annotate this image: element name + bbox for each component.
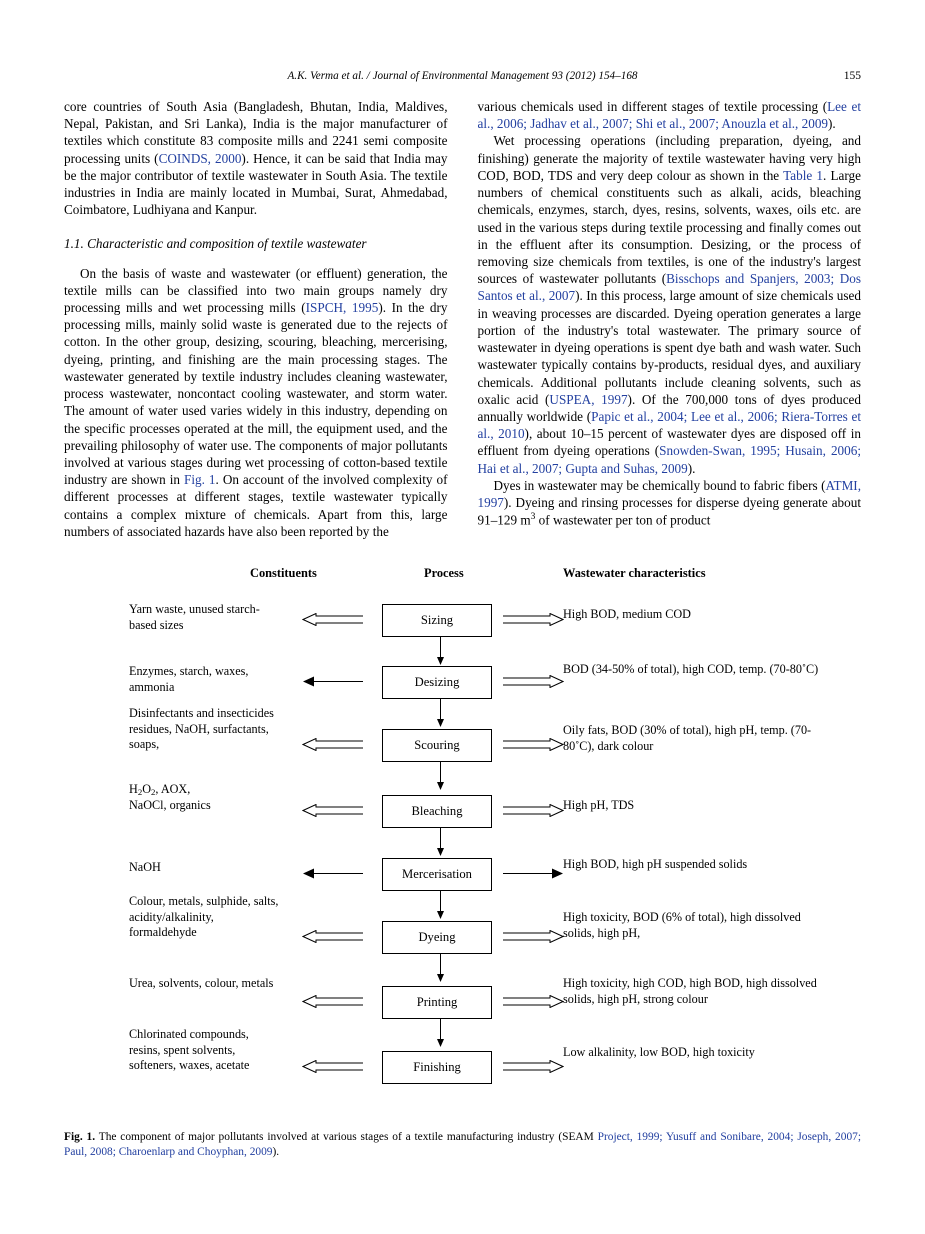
figure-1 [64,566,861,1126]
arrow-right [502,930,560,941]
page-number: 155 [843,70,861,82]
process-box-dyeing [382,921,492,954]
text-run: ). Dyeing and rinsing processes for disperse dyeing generate about 91–129 m [477,495,861,528]
figure-caption [64,1130,861,1160]
text-run: ). In this process, large amount of size chemicals used in weaving processes are discarded. Dyeing operation generates a large portion of the industry's total wastewater. The primary source of wastewater in dyeing operations is spent dye bath and wash water. Such wastewater typically contains by-products, residual dyes, and auxiliary chemicals. Additional pollutants include cleaning solvents, such as oxalic acid ( [477,288,861,407]
connector-arrow [436,954,445,983]
process-box-bleaching [382,795,492,828]
text-run: core countries of South Asia (Bangladesh, Bhutan, India, Maldives, Nepal, Pakistan, and Sri Lanka), India is the major manufacturer of textiles which constitute 83 composite mills and 2241 semi composite processing units ( [64,99,448,166]
arrow-left [302,804,360,815]
constituents-label: Disinfectants and insecticides residues, NaOH, surfactants, soaps, [129,706,274,752]
text-run: ). Hence, it can be said that India may be the major contributor of textile wastewater in South Asia. The textile industries in India are mainly located in Mumbai, Surat, Ahmedabad, Coimbatore, Ludhiyana and Kanpur. [64,150,448,218]
text-run: various chemicals used in different stages of textile processing ( [477,99,828,114]
process-label: Sizing [420,613,454,627]
connector-arrow [436,891,445,920]
arrow-right [502,738,560,749]
right-para-1 [478,98,862,132]
citation-link[interactable]: COINDS, 2000 [158,150,242,166]
constituents-label: Enzymes, starch, waxes, ammonia [129,664,249,694]
constituents-label: Yarn waste, unused starch-based sizes [129,602,260,632]
text-run: On the basis of waste and wastewater (or effluent) generation, the textile mills can be classified into two main groups namely dry processing mills and wet processing mills ( [64,265,448,315]
arrow-right [502,995,560,1006]
table-link[interactable]: Table 1 [783,167,823,183]
arrow-left [302,995,360,1006]
wastewater-label: High toxicity, BOD (6% of total), high dissolved solids, high pH, [563,910,801,940]
left-para-2 [64,265,448,541]
wastewater-label: High toxicity, high COD, high BOD, high dissolved solids, high pH, strong colour [563,976,817,1006]
connector-arrow [436,828,445,857]
process-label: Printing [416,995,458,1009]
right-para-3 [478,477,862,529]
constituents-label: Chlorinated compounds, resins, spent solvents, softeners, waxes, acetate [129,1027,250,1073]
process-label: Mercerisation [402,867,472,881]
process-box-sizing [382,604,492,637]
process-label: Desizing [414,675,460,689]
text-run: Wet processing operations (including preparation, dyeing, and finishing) generate the majority of textile wastewater having very high COD, BOD, TDS and very deep colour as shown in the [477,133,861,183]
arrow-left [302,867,360,878]
wastewater-label: Low alkalinity, low BOD, high toxicity [563,1045,755,1059]
arrow-left [302,675,360,686]
caption-text-end: ). [272,1145,280,1158]
text-run: ). In the dry processing mills, mainly solid waste is generated due to the rejects of cotton. In the other group, desizing, scouring, bleaching, mercerising, dyeing, printing, and finishing are the main processing stages. The wastewater generated by textile industry includes cleaning wastewater, process wastewater, noncontact cooling wastewater, and storm water. The amount of water used varies widely in this industry, depending on the specific processes operated at the mill, the equipment used, and the prevailing philosophy of water use. The components of major pollutants involved at various stages during wet processing of cotton-based textile industry are shown in [64,299,448,488]
citation-link[interactable]: USPEA, 1997 [549,391,628,407]
text-run: ). [828,116,836,132]
right-para-2 [478,132,862,476]
wastewater-label: High BOD, high pH suspended solids [563,857,748,871]
caption-text: The component of major pollutants involved at various stages of a textile manufacturing industry (SEAM [95,1131,598,1143]
text-run: ). [687,460,696,476]
constituents-label: NaOH [129,860,161,874]
process-box-printing [382,986,492,1019]
figure-link[interactable]: Fig. 1 [184,472,216,488]
arrow-left [302,738,360,749]
process-label: Scouring [414,738,460,752]
arrow-right [502,675,560,686]
citation-link[interactable]: Snowden-Swan, 1995; Husain, 2006; Hai et al., 2007; Gupta and Suhas, 2009 [477,443,861,476]
citation-link[interactable]: Lee et al., 2006; Jadhav et al., 2007; Shi et al., 2007; Anouzla et al., 2009 [477,99,861,132]
arrow-right [502,1060,560,1071]
text-run: of wastewater per ton of product [535,512,711,528]
constituents-label: $H_2O_2$, AOX, NaOCl, organics [129,782,211,813]
running-head [64,70,861,82]
citation-link[interactable]: ISPCH, 1995 [305,299,379,315]
process-box-finishing [382,1051,492,1084]
superscript: 3 [530,512,536,523]
arrow-left [302,930,360,941]
left-para-1 [64,98,448,219]
citation-link[interactable]: Papic et al., 2004; Lee et al., 2006; Riera-Torres et al., 2010 [477,408,862,442]
arrow-right [502,804,560,815]
citation-link[interactable]: ATMI, 1997 [477,477,861,511]
wastewater-label: BOD (34-50% of total), high COD, temp. (70-80˚C) [563,662,819,676]
figure-column-headers [64,566,861,584]
process-box-mercerisation [382,858,492,891]
process-box-desizing [382,666,492,699]
connector-arrow [436,762,445,791]
wastewater-label: Oily fats, BOD (30% of total), high pH, temp. (70-80˚C), dark colour [563,723,812,753]
arrow-left [302,613,360,624]
constituents-label: Colour, metals, sulphide, salts, acidity/alkalinity, formaldehyde [129,894,279,940]
wastewater-label: High BOD, medium COD [563,607,691,621]
citation-link[interactable]: Bisschops and Spanjers, 2003; Dos Santos et al., 2007 [477,271,861,304]
process-label: Finishing [413,1060,461,1074]
connector-arrow [436,1019,445,1048]
arrow-right [502,867,560,878]
text-run: ), about 10–15 percent of wastewater dyes are disposed off in effluent from dyeing operations ( [477,426,861,459]
flow-diagram [64,588,861,1126]
connector-arrow [436,637,445,666]
arrow-right [502,613,560,624]
right-column [478,98,862,540]
process-label: Bleaching [411,804,463,818]
text-run: Dyes in wastewater may be chemically bound to fabric fibers ( [493,477,826,493]
section-heading: 1.1. Characteristic and composition of textile wastewater [64,235,367,251]
text-run: . On account of the involved complexity of different processes at different stages, textile wastewater typically contains a complex mixture of chemicals. Apart from this, large numbers of associated hazards have also been reported by the [64,472,448,539]
citation-link[interactable]: Project, 1999; Yusuff and Sonibare, 2004; Joseph, 2007; Paul, 2008; Charoenlarp and Choyphan, 2009 [64,1131,862,1158]
caption-label: Fig. 1. [64,1131,96,1143]
arrow-left [302,1060,360,1071]
process-label: Dyeing [418,930,456,944]
wastewater-label: High pH, TDS [563,798,635,812]
header-wastewater: Wastewater characteristics [563,566,706,580]
left-column [64,98,448,540]
header-process: Process [424,566,464,580]
header-constituents: Constituents [250,566,317,580]
body-columns [64,98,861,540]
constituents-label: Urea, solvents, colour, metals [129,976,274,990]
running-head-text: A.K. Verma et al. / Journal of Environmental Management 93 (2012) 154–168 [287,70,638,82]
text-run: . Large numbers of chemical constituents such as alkali, acids, bleaching chemicals, enzymes, starch, dyes, resins, solvents, waxes, oils etc. are used in the various steps during textile processing and finally comes out in the effluent after its consumption. Desizing, or the process of removing size chemicals from textiles, is one of the industry's largest sources of wastewater pollutants ( [477,167,861,287]
process-box-scouring [382,729,492,762]
text-run: ). Of the 700,000 tons of dyes produced annually worldwide ( [477,391,861,424]
connector-arrow [436,699,445,728]
